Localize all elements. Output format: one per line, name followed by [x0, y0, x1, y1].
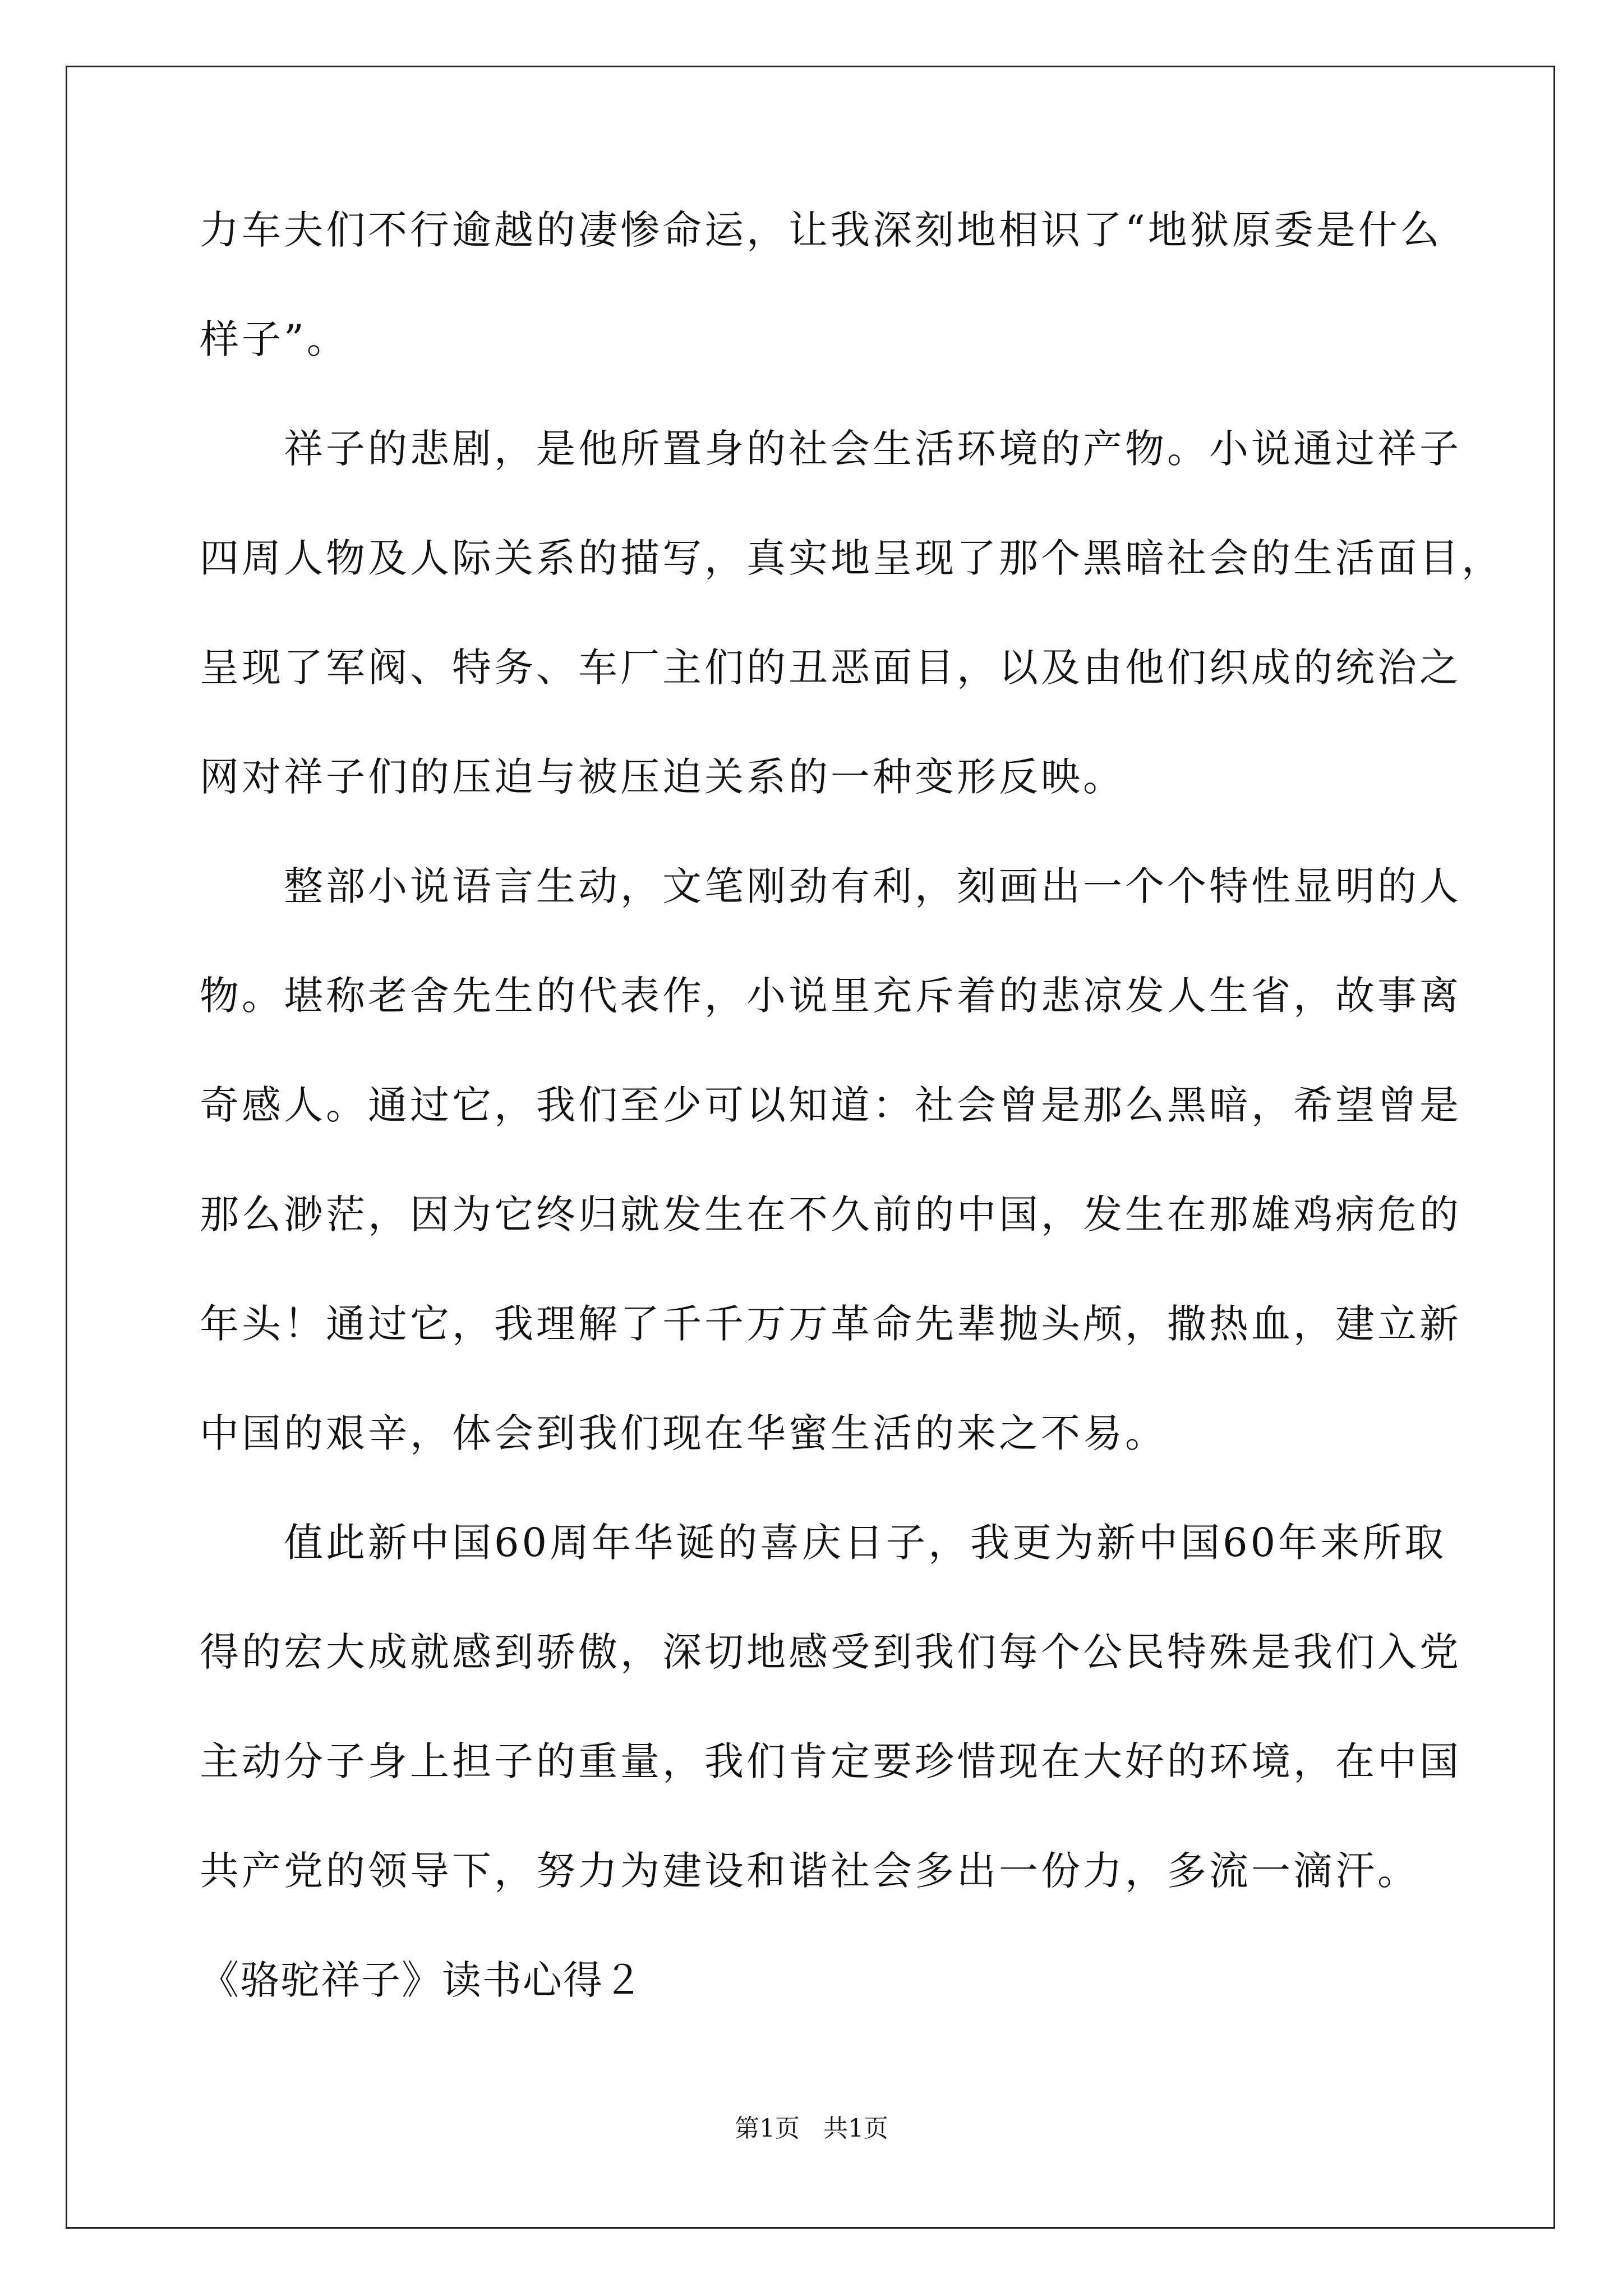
text-line: 那么渺茫，因为它终归就发生在不久前的中国，发生在那雄鸡病危的 [200, 1191, 1461, 1237]
text-line: 网对祥子们的压迫与被压迫关系的一种变形反映。 [200, 754, 1125, 800]
page-footer: 第1页 共1页 [735, 2114, 888, 2143]
text-line: 奇感人。通过它，我们至少可以知道：社会曾是那么黑暗，希望曾是 [200, 1082, 1461, 1128]
text-line: 样子”。 [200, 316, 349, 362]
text-line: 年头！通过它，我理解了千千万万革命先辈抛头颅，撒热血，建立新 [200, 1301, 1461, 1347]
text-line: 共产党的领导下，努力为建设和谐社会多出一份力，多流一滴汗。 [200, 1848, 1419, 1894]
paragraph-start-line: 整部小说语言生动，文笔刚劲有利，刻画出一个个特性显明的人 [284, 863, 1461, 909]
text-line: 呈现了军阀、特务、车厂主们的丑恶面目，以及由他们织成的统治之 [200, 645, 1461, 691]
paragraph-start-line: 祥子的悲剧，是他所置身的社会生活环境的产物。小说通过祥子 [284, 426, 1461, 472]
page-border [66, 66, 1555, 2229]
paragraph-start-line: 值此新中国60周年华诞的喜庆日子，我更为新中国60年来所取 [284, 1520, 1447, 1566]
text-line: 力车夫们不行逾越的凄惨命运，让我深刻地相识了“地狱原委是什么 [200, 207, 1442, 253]
text-line: 得的宏大成就感到骄傲，深切地感受到我们每个公民特殊是我们入党 [200, 1629, 1461, 1675]
text-line: 四周人物及人际关系的描写，真实地呈现了那个黑暗社会的生活面目， [200, 535, 1504, 581]
section-title: 《骆驼祥子》读书心得２ [200, 1957, 644, 2003]
text-line: 主动分子身上担子的重量，我们肯定要珍惜现在大好的环境，在中国 [200, 1738, 1461, 1784]
text-line: 物。堪称老舍先生的代表作，小说里充斥着的悲凉发人生省，故事离 [200, 973, 1461, 1019]
text-line: 中国的艰辛，体会到我们现在华蜜生活的来之不易。 [200, 1410, 1167, 1456]
